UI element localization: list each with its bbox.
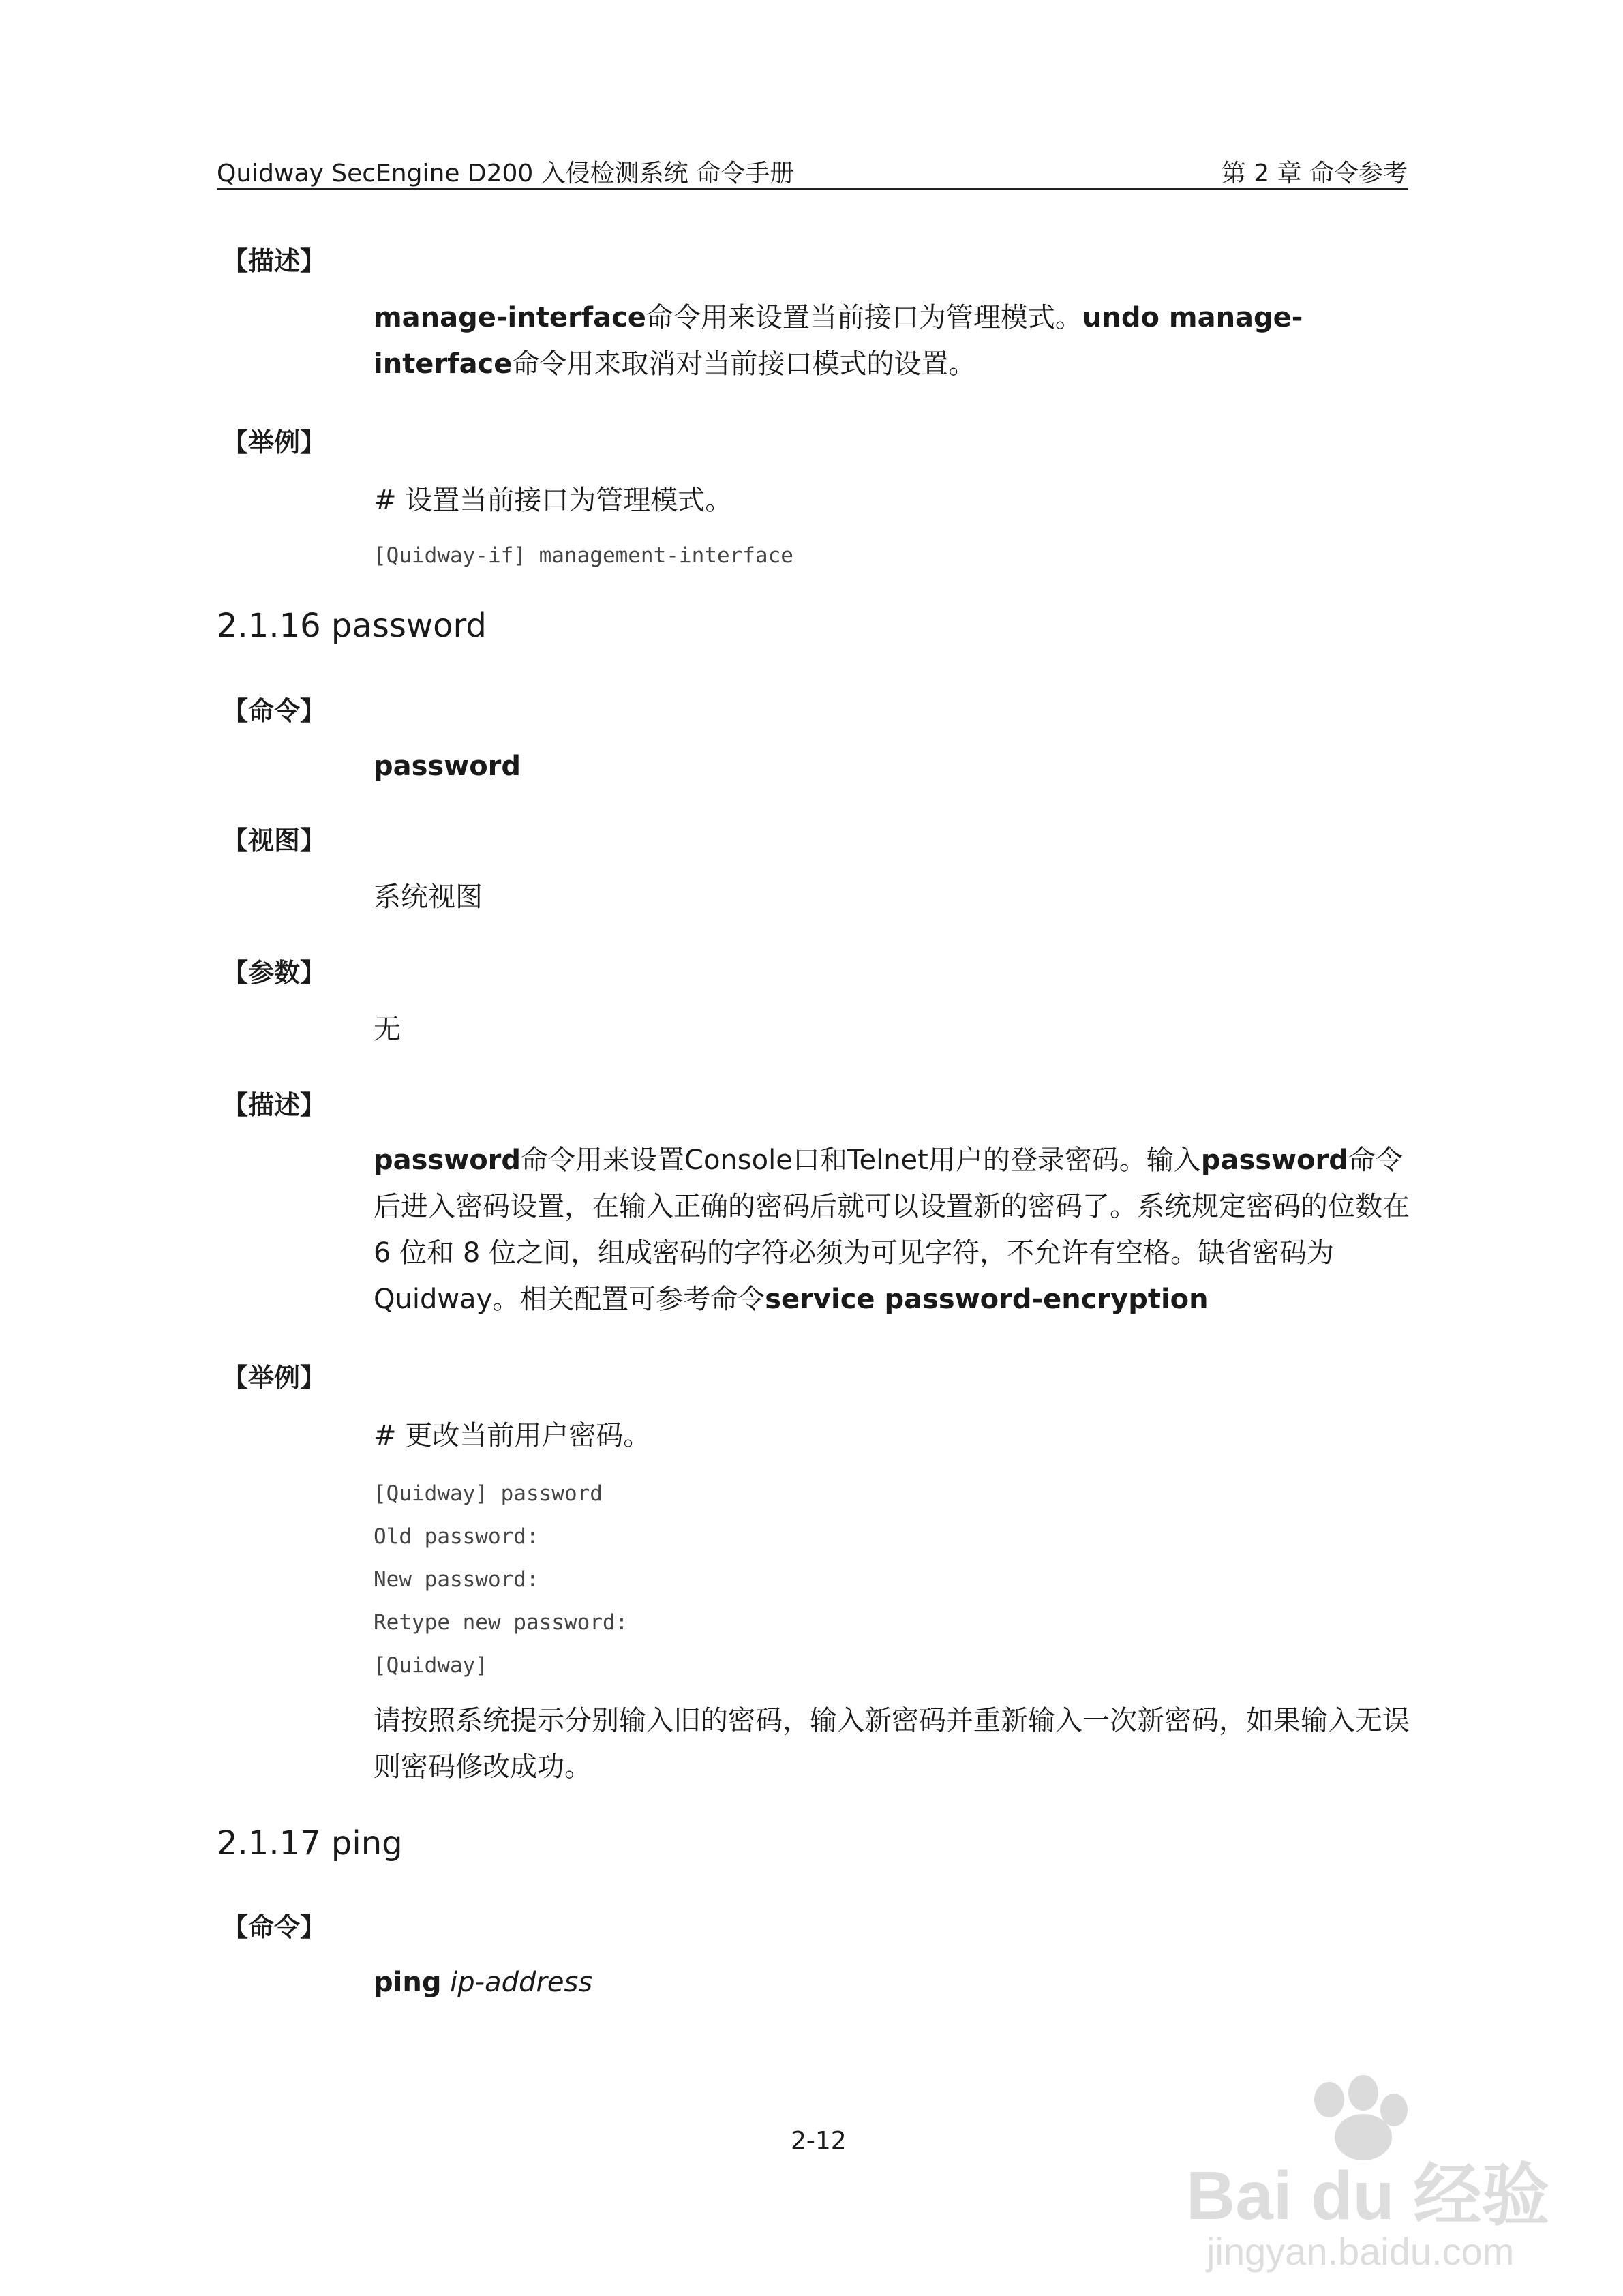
command-label: 【命令】 bbox=[222, 1912, 327, 1942]
watermark-url: jingyan.baidu.com bbox=[1207, 2230, 1515, 2273]
params-label: 【参数】 bbox=[222, 958, 327, 988]
description-label: 【描述】 bbox=[222, 1090, 327, 1120]
description-fragment: 命令用来设置Console口和Telnet用户的登录密码。输入 bbox=[521, 1145, 1201, 1176]
description-text bbox=[374, 1137, 1410, 1323]
code-line: Retype new password: bbox=[374, 1610, 628, 1635]
section-title: 2.1.16 password bbox=[217, 607, 487, 645]
code-line: Old password: bbox=[374, 1524, 539, 1549]
header-chapter: 第 2 章 命令参考 bbox=[1221, 160, 1408, 187]
baidu-jingyan-watermark bbox=[1159, 2072, 1550, 2277]
code-line: [Quidway-if] management-interface bbox=[374, 543, 793, 568]
code-line: [Quidway] bbox=[374, 1653, 488, 1678]
command-keyword: ping bbox=[374, 1967, 442, 1998]
description-text bbox=[374, 294, 1410, 387]
description-fragment: 命令用来设置当前接口为管理模式。 bbox=[646, 302, 1082, 333]
command-keyword: password bbox=[1200, 1145, 1348, 1176]
description-label: 【描述】 bbox=[222, 246, 327, 276]
params-text: 无 bbox=[374, 1014, 401, 1045]
page-number: 2-12 bbox=[791, 2127, 847, 2155]
header-divider bbox=[217, 188, 1408, 190]
example-label: 【举例】 bbox=[222, 427, 327, 457]
header-doc-title: Quidway SecEngine D200 入侵检测系统 命令手册 bbox=[217, 160, 795, 187]
command-syntax: password bbox=[374, 751, 521, 782]
description-fragment: 命令后进入密码设置，在输入正确的密码后就可以设置新的密码了。系统规定密码的位数在 6 位和 8 位之间，组成密码的字符必须为可见字符，不允许有空格。缺省密码为Quidway。相关配置可参考命令 bbox=[374, 1145, 1410, 1315]
command-argument: ip-address bbox=[450, 1967, 593, 1998]
command-keyword: password bbox=[374, 1145, 521, 1176]
example-comment: # 更改当前用户密码。 bbox=[374, 1420, 651, 1451]
command-label: 【命令】 bbox=[222, 696, 327, 726]
code-line: [Quidway] password bbox=[374, 1481, 603, 1506]
example-comment: # 设置当前接口为管理模式。 bbox=[374, 485, 733, 516]
code-line: New password: bbox=[374, 1567, 539, 1592]
watermark-brand: Bai du 经验 bbox=[1186, 2158, 1550, 2234]
code-block bbox=[374, 1472, 628, 1687]
example-note: 请按照系统提示分别输入旧的密码，输入新密码并重新输入一次新密码，如果输入无误则密码修改成功。 bbox=[374, 1705, 1410, 1783]
description-fragment: 命令用来取消对当前接口模式的设置。 bbox=[512, 348, 976, 380]
section-title: 2.1.17 ping bbox=[217, 1824, 403, 1862]
command-keyword: manage-interface bbox=[374, 302, 646, 333]
command-keyword: service password-encryption bbox=[765, 1284, 1209, 1315]
view-label: 【视图】 bbox=[222, 826, 327, 856]
command-keyword: undo manage-interface bbox=[374, 302, 1303, 380]
command-syntax bbox=[374, 1959, 1410, 2006]
example-label: 【举例】 bbox=[222, 1363, 327, 1393]
view-text: 系统视图 bbox=[374, 881, 483, 913]
